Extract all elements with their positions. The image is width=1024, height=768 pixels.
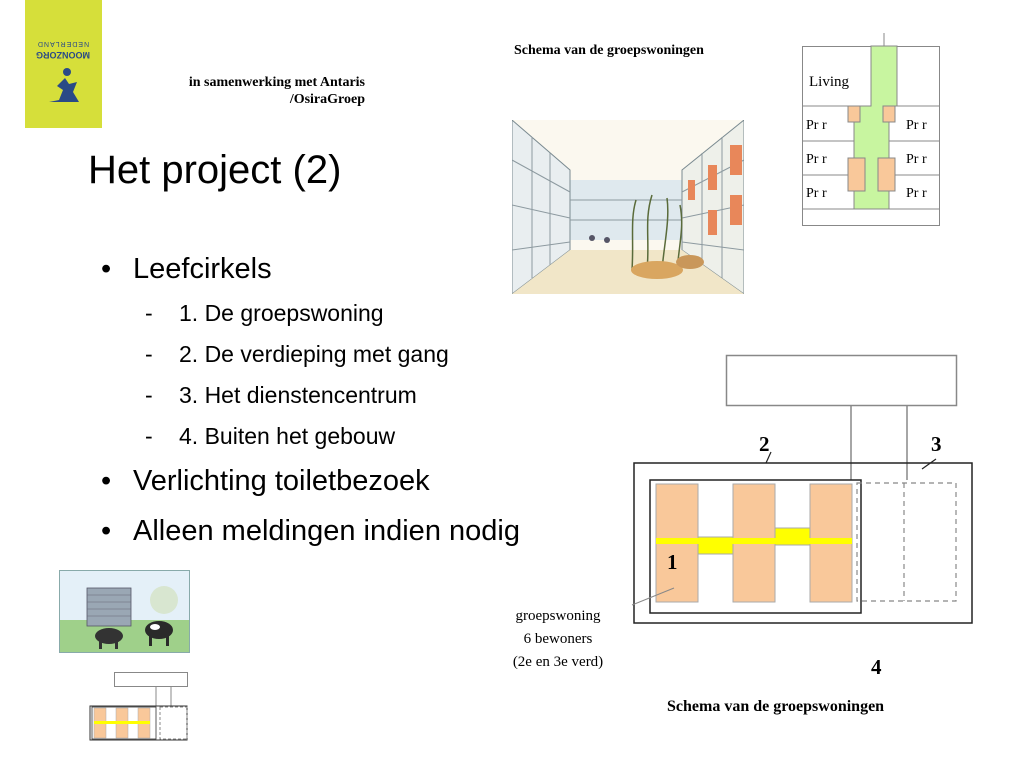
room-block <box>848 106 860 122</box>
room-label: Pr r <box>806 152 827 167</box>
sub-item <box>145 382 417 409</box>
bullet-text: Verlichting toiletbezoek <box>133 465 430 497</box>
room-label: Pr r <box>906 152 927 167</box>
logo-block <box>25 0 102 128</box>
sub-item <box>145 300 384 327</box>
bullet-text: Leefcirkels <box>133 253 272 285</box>
sub-item <box>145 423 396 450</box>
schema-number-4: 4 <box>871 655 882 679</box>
sub-text: 3. Het dienstencentrum <box>179 382 417 408</box>
room-block <box>848 158 865 191</box>
bullet-dot: • <box>101 465 112 497</box>
slide-title: Het project (2) <box>88 148 342 192</box>
caption-line: groepswoning <box>515 608 601 624</box>
room-label: Pr r <box>806 186 827 201</box>
courtyard-illustration <box>512 120 744 294</box>
bullet-meldingen <box>101 515 520 548</box>
dash: - <box>145 341 153 367</box>
sub-text: 1. De groepswoning <box>179 300 384 326</box>
sub-text: 2. De verdieping met gang <box>179 341 449 367</box>
room-block <box>883 106 895 122</box>
sub-item <box>145 341 449 368</box>
room-block <box>878 158 895 191</box>
dash: - <box>145 300 153 326</box>
dash: - <box>145 382 153 408</box>
small-schema-thumbnail <box>89 670 190 741</box>
caption-line: 6 bewoners <box>523 631 593 647</box>
farm-building-illustration <box>59 570 190 653</box>
service-center-box <box>727 356 957 406</box>
caption-line: (2e en 3e verd) <box>512 654 604 670</box>
collaboration-line2: /OsiraGroep <box>289 92 365 107</box>
bullet-verlichting <box>101 465 430 498</box>
bullet-dot: • <box>101 515 112 547</box>
schema-number-3: 3 <box>931 432 942 456</box>
dash: - <box>145 423 153 449</box>
bullet-leefcirkels <box>101 253 272 286</box>
top-schema-title: Schema van de groepswoningen <box>514 43 704 58</box>
logo-figure-icon <box>39 62 89 112</box>
bullet-dot: • <box>101 253 112 285</box>
schema-number-2: 2 <box>759 432 770 456</box>
bottom-schema-title: Schema van de groepswoningen <box>667 698 885 715</box>
room-label: Pr r <box>906 186 927 201</box>
sub-text: 4. Buiten het gebouw <box>179 423 396 449</box>
room-label: Pr r <box>906 118 927 133</box>
logo-text-line2: MOONZORG <box>36 50 90 60</box>
logo-text-line1: NEDERLAND <box>36 40 90 47</box>
group-home-caption <box>488 605 628 674</box>
collaboration-line1: in samenwerking met Antaris <box>188 75 365 90</box>
bullet-text: Alleen meldingen indien nodig <box>133 515 520 547</box>
room-label: Pr r <box>806 118 827 133</box>
schema-number-1: 1 <box>667 550 678 574</box>
living-label: Living <box>809 74 849 90</box>
collaboration-note <box>120 74 365 108</box>
bottom-schema-diagram <box>620 350 980 630</box>
